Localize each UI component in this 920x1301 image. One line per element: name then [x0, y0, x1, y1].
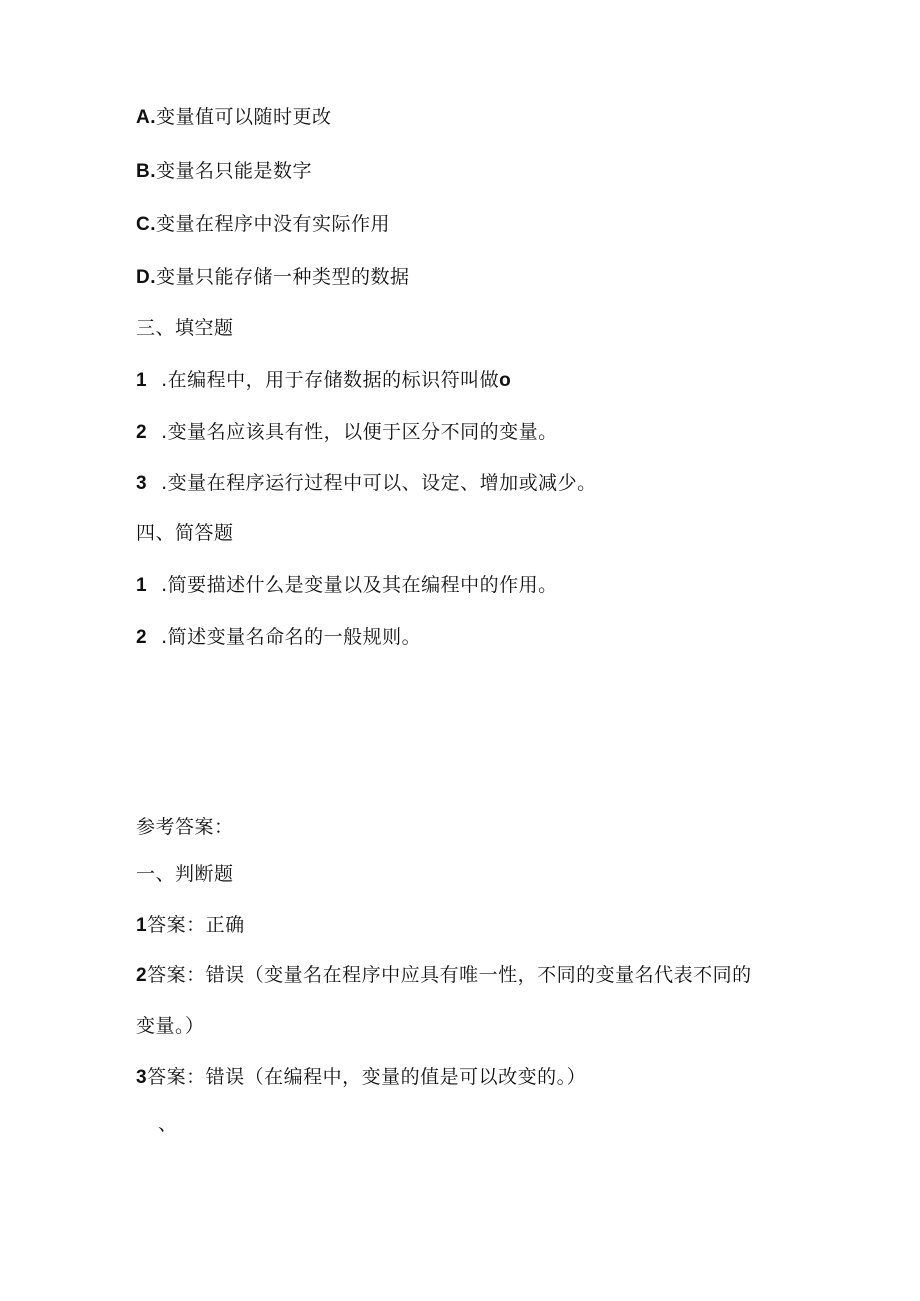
answer-item-1: [136, 913, 245, 938]
choice-text: 变量名只能是数字: [156, 160, 313, 182]
item-number: 2: [136, 627, 148, 648]
section-heading-short-answer: 四、简答题: [136, 522, 234, 544]
choice-c: [136, 212, 390, 237]
item-text: 答案：错误（在编程中，变量的值是可以改变的。）: [147, 1066, 587, 1088]
item-text: .变量名应该具有性，以便于区分不同的变量。: [161, 421, 558, 443]
choice-d: [136, 265, 410, 290]
fill-blank-item-1: [136, 368, 511, 393]
item-number: 2: [136, 422, 148, 443]
item-number: 1: [136, 370, 148, 391]
trailing-mark: 、: [158, 1113, 178, 1135]
choice-letter: B.: [136, 161, 156, 182]
item-text: 答案：错误（变量名在程序中应具有唯一性，不同的变量名代表不同的: [147, 964, 752, 986]
choice-text: 变量在程序中没有实际作用: [156, 213, 391, 235]
item-number: 1: [136, 915, 148, 936]
answers-title: 参考答案：: [136, 816, 234, 838]
item-tail: o: [499, 370, 512, 391]
choice-b: [136, 159, 312, 184]
answer-item-2: [136, 963, 752, 988]
item-text: .简要描述什么是变量以及其在编程中的作用。: [161, 574, 558, 596]
short-answer-item-2: [136, 625, 421, 650]
answer-item-3: [136, 1065, 586, 1090]
item-number: 1: [136, 575, 148, 596]
fill-blank-item-2: [136, 420, 558, 445]
answer-item-2-continuation: 变量。）: [136, 1015, 205, 1037]
answers-section-heading: 一、判断题: [136, 863, 234, 885]
item-number: 2: [136, 965, 148, 986]
item-number: 3: [136, 1067, 148, 1088]
item-number: 3: [136, 473, 148, 494]
item-text: .在编程中，用于存储数据的标识符叫做: [161, 369, 500, 391]
choice-letter: A.: [136, 107, 156, 128]
section-heading-fill-blank: 三、填空题: [136, 317, 234, 339]
choice-a: [136, 105, 332, 130]
item-text: .简述变量名命名的一般规则。: [161, 626, 422, 648]
item-text: .变量在程序运行过程中可以、设定、增加或减少。: [161, 472, 597, 494]
choice-letter: C.: [136, 214, 156, 235]
item-text: 答案：正确: [147, 914, 245, 936]
choice-text: 变量值可以随时更改: [156, 106, 332, 128]
choice-text: 变量只能存储一种类型的数据: [156, 266, 410, 288]
choice-letter: D.: [136, 267, 156, 288]
fill-blank-item-3: [136, 471, 597, 496]
short-answer-item-1: [136, 573, 558, 598]
